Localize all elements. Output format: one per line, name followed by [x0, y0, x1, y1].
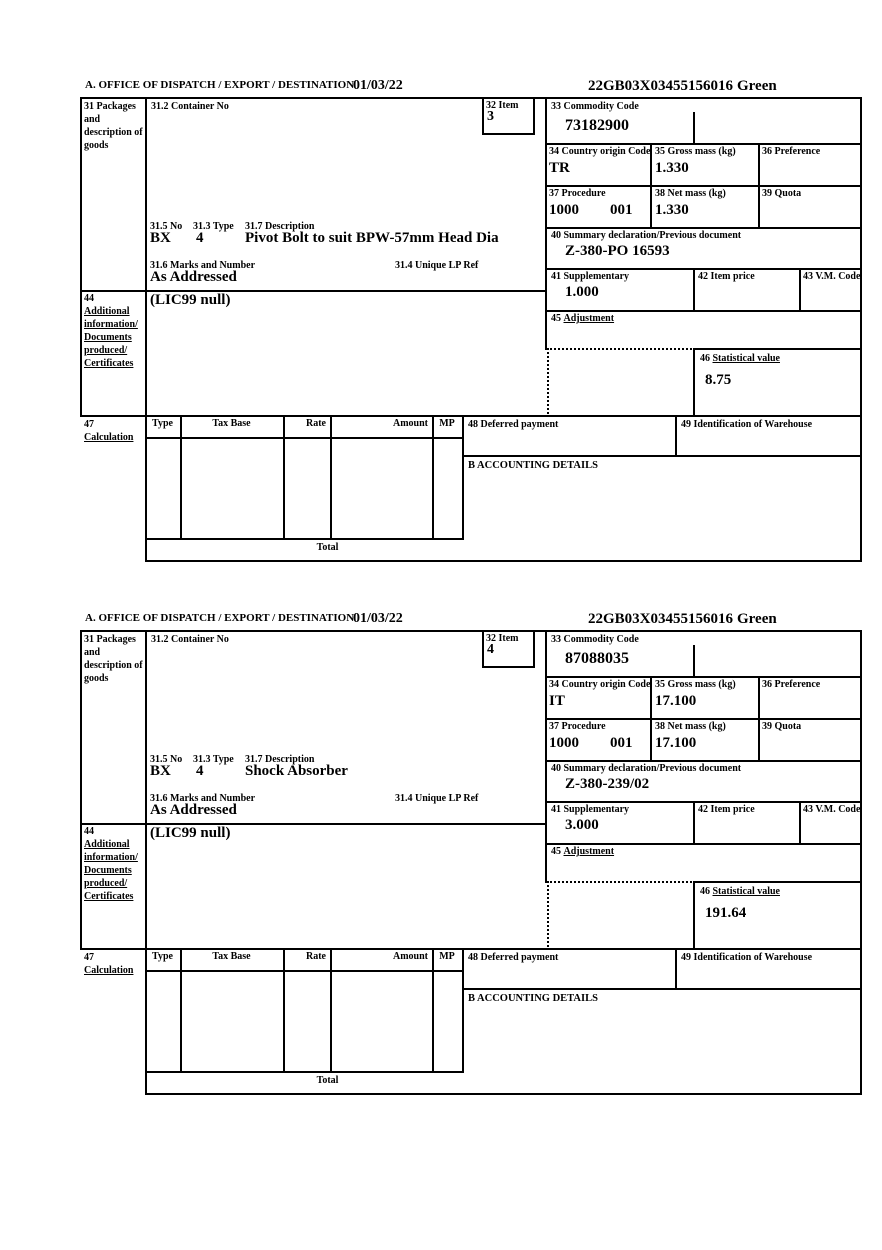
- container-no-label: 31.2 Container No: [151, 101, 229, 112]
- grid-line: [80, 97, 862, 99]
- grid-line: [547, 348, 549, 414]
- accounting-details-label: B ACCOUNTING DETAILS: [468, 993, 598, 1004]
- previous-document-value: Z-380-239/02: [565, 776, 650, 792]
- statistical-value-label: 46 Statistical value: [700, 353, 780, 364]
- grid-line: [283, 948, 285, 1073]
- gross-mass-value: 17.100: [655, 693, 697, 709]
- procedure-label: 37 Procedure: [549, 188, 606, 199]
- grid-line: [693, 348, 862, 350]
- description-label: 31.7 Description: [245, 221, 315, 232]
- grid-line: [462, 948, 464, 1073]
- commodity-code-label: 33 Commodity Code: [551, 634, 639, 645]
- additional-info-label: Additional information/ Documents produced/ Certificates: [84, 839, 138, 902]
- additional-info-box-number: 44: [84, 293, 94, 304]
- grid-line: [145, 538, 464, 540]
- calc-col-type: Type: [152, 418, 173, 429]
- declaration-reference: 22GB03X03455156016: [588, 611, 734, 627]
- country-origin-label: 34 Country origin Code: [549, 146, 651, 157]
- sad-item-block: [0, 78, 882, 578]
- procedure-label: 37 Procedure: [549, 721, 606, 732]
- grid-line: [758, 143, 760, 229]
- statistical-value: 191.64: [705, 905, 747, 921]
- grid-line: [482, 630, 484, 668]
- previous-document-label: 40 Summary declaration/Previous document: [551, 763, 742, 774]
- grid-line: [145, 560, 862, 562]
- grid-line: [330, 415, 332, 540]
- calc-col-type: Type: [152, 951, 173, 962]
- grid-line: [693, 268, 695, 312]
- unique-lp-ref-label: 31.4 Unique LP Ref: [395, 793, 479, 804]
- supplementary-label: 41 Supplementary: [551, 804, 630, 815]
- grid-line: [860, 97, 862, 562]
- calc-col-tax-base: Tax Base: [212, 418, 251, 429]
- grid-line: [80, 415, 862, 417]
- item-number-value: 3: [487, 109, 494, 124]
- goods-description-value: Shock Absorber: [245, 763, 348, 779]
- calc-total-label: Total: [316, 542, 339, 553]
- net-mass-label: 38 Net mass (kg): [655, 188, 726, 199]
- grid-line: [145, 970, 464, 972]
- grid-line: [330, 948, 332, 1073]
- grid-line: [860, 630, 862, 1095]
- goods-description-value: Pivot Bolt to suit BPW-57mm Head Dia: [245, 230, 499, 246]
- grid-line: [693, 645, 695, 678]
- preference-label: 36 Preference: [762, 679, 821, 690]
- country-origin-value: IT: [549, 693, 565, 709]
- grid-line: [462, 455, 862, 457]
- quota-label: 39 Quota: [762, 721, 802, 732]
- grid-line: [283, 415, 285, 540]
- packages-type-label: 31.3 Type: [193, 754, 234, 765]
- supplementary-value: 3.000: [565, 817, 599, 833]
- grid-line: [545, 630, 547, 883]
- additional-info-value: (LIC99 null): [150, 825, 231, 841]
- additional-info-value: (LIC99 null): [150, 292, 231, 308]
- vm-code-label: 43 V.M. Code: [803, 804, 861, 815]
- grid-line: [799, 268, 801, 312]
- procedure-extra-value: 001: [610, 202, 633, 218]
- marks-number-label: 31.6 Marks and Number: [150, 260, 256, 271]
- grid-line: [145, 437, 464, 439]
- sad-item-block: [0, 611, 882, 1111]
- grid-line: [545, 97, 547, 350]
- grid-line: [145, 1071, 464, 1073]
- grid-line: [482, 97, 484, 135]
- grid-line: [693, 348, 695, 417]
- grid-line: [547, 881, 549, 947]
- procedure-value: 1000: [549, 735, 579, 751]
- packages-description-label: 31 Packages and description of goods: [84, 101, 143, 151]
- grid-line: [693, 881, 695, 950]
- packages-type-value: 4: [196, 230, 204, 246]
- routing-status: Green: [737, 611, 777, 627]
- grid-line: [432, 948, 434, 1073]
- marks-number-value: As Addressed: [150, 269, 237, 285]
- grid-line: [462, 988, 862, 990]
- procedure-value: 1000: [549, 202, 579, 218]
- grid-line: [675, 948, 677, 990]
- grid-line: [80, 630, 862, 632]
- previous-document-label: 40 Summary declaration/Previous document: [551, 230, 742, 241]
- item-number-value: 4: [487, 642, 494, 657]
- grid-line: [547, 348, 695, 350]
- item-box-label: 32 Item: [486, 100, 519, 111]
- supplementary-label: 41 Supplementary: [551, 271, 630, 282]
- packages-no-value: BX: [150, 763, 171, 779]
- country-origin-value: TR: [549, 160, 570, 176]
- grid-line: [482, 666, 535, 668]
- warehouse-id-label: 49 Identification of Warehouse: [681, 419, 813, 430]
- calc-col-mp: MP: [439, 951, 455, 962]
- grid-line: [180, 415, 182, 540]
- declaration-date: 01/03/22: [353, 611, 403, 626]
- previous-document-value: Z-380-PO 16593: [565, 243, 670, 259]
- packages-type-value: 4: [196, 763, 204, 779]
- grid-line: [533, 630, 535, 668]
- net-mass-value: 17.100: [655, 735, 697, 751]
- packages-no-label: 31.5 No: [150, 221, 183, 232]
- calculation-box-number: 47: [84, 419, 94, 430]
- procedure-extra-value: 001: [610, 735, 633, 751]
- net-mass-label: 38 Net mass (kg): [655, 721, 726, 732]
- statistical-value-label: 46 Statistical value: [700, 886, 780, 897]
- calculation-label: Calculation: [84, 965, 134, 976]
- item-price-label: 42 Item price: [698, 804, 755, 815]
- grid-line: [432, 415, 434, 540]
- item-price-label: 42 Item price: [698, 271, 755, 282]
- grid-line: [80, 948, 862, 950]
- country-origin-label: 34 Country origin Code: [549, 679, 651, 690]
- grid-line: [80, 630, 82, 950]
- declaration-reference: 22GB03X03455156016: [588, 78, 734, 94]
- routing-status: Green: [737, 78, 777, 94]
- quota-label: 39 Quota: [762, 188, 802, 199]
- office-of-dispatch-label: A. OFFICE OF DISPATCH / EXPORT / DESTINATION: [85, 612, 355, 624]
- calc-col-tax-base: Tax Base: [212, 951, 251, 962]
- marks-number-label: 31.6 Marks and Number: [150, 793, 256, 804]
- calculation-label: Calculation: [84, 432, 134, 443]
- calc-col-mp: MP: [439, 418, 455, 429]
- office-of-dispatch-label: A. OFFICE OF DISPATCH / EXPORT / DESTINATION: [85, 79, 355, 91]
- grid-line: [693, 881, 862, 883]
- grid-line: [693, 801, 695, 845]
- deferred-payment-label: 48 Deferred payment: [468, 952, 559, 963]
- grid-line: [533, 97, 535, 135]
- additional-info-box-number: 44: [84, 826, 94, 837]
- calc-col-rate: Rate: [306, 951, 326, 962]
- unique-lp-ref-label: 31.4 Unique LP Ref: [395, 260, 479, 271]
- marks-number-value: As Addressed: [150, 802, 237, 818]
- description-label: 31.7 Description: [245, 754, 315, 765]
- statistical-value: 8.75: [705, 372, 732, 388]
- grid-line: [758, 676, 760, 762]
- packages-no-value: BX: [150, 230, 171, 246]
- accounting-details-label: B ACCOUNTING DETAILS: [468, 460, 598, 471]
- grid-line: [482, 133, 535, 135]
- declaration-date: 01/03/22: [353, 78, 403, 93]
- grid-line: [145, 1093, 862, 1095]
- calc-col-rate: Rate: [306, 418, 326, 429]
- calc-col-amount: Amount: [392, 951, 428, 962]
- net-mass-value: 1.330: [655, 202, 689, 218]
- warehouse-id-label: 49 Identification of Warehouse: [681, 952, 813, 963]
- deferred-payment-label: 48 Deferred payment: [468, 419, 559, 430]
- calc-col-amount: Amount: [392, 418, 428, 429]
- item-box-label: 32 Item: [486, 633, 519, 644]
- grid-line: [547, 881, 695, 883]
- additional-info-label: Additional information/ Documents produced/ Certificates: [84, 306, 138, 369]
- packages-no-label: 31.5 No: [150, 754, 183, 765]
- grid-line: [799, 801, 801, 845]
- supplementary-value: 1.000: [565, 284, 599, 300]
- adjustment-label: 45 Adjustment: [551, 846, 615, 857]
- calculation-box-number: 47: [84, 952, 94, 963]
- calc-total-label: Total: [316, 1075, 339, 1086]
- commodity-code-value: 87088035: [565, 650, 629, 667]
- grid-line: [180, 948, 182, 1073]
- grid-line: [693, 112, 695, 145]
- preference-label: 36 Preference: [762, 146, 821, 157]
- gross-mass-label: 35 Gross mass (kg): [655, 146, 736, 157]
- vm-code-label: 43 V.M. Code: [803, 271, 861, 282]
- grid-line: [462, 415, 464, 540]
- gross-mass-value: 1.330: [655, 160, 689, 176]
- adjustment-label: 45 Adjustment: [551, 313, 615, 324]
- grid-line: [675, 415, 677, 457]
- packages-type-label: 31.3 Type: [193, 221, 234, 232]
- gross-mass-label: 35 Gross mass (kg): [655, 679, 736, 690]
- commodity-code-label: 33 Commodity Code: [551, 101, 639, 112]
- grid-line: [80, 97, 82, 417]
- container-no-label: 31.2 Container No: [151, 634, 229, 645]
- packages-description-label: 31 Packages and description of goods: [84, 634, 143, 684]
- commodity-code-value: 73182900: [565, 117, 629, 134]
